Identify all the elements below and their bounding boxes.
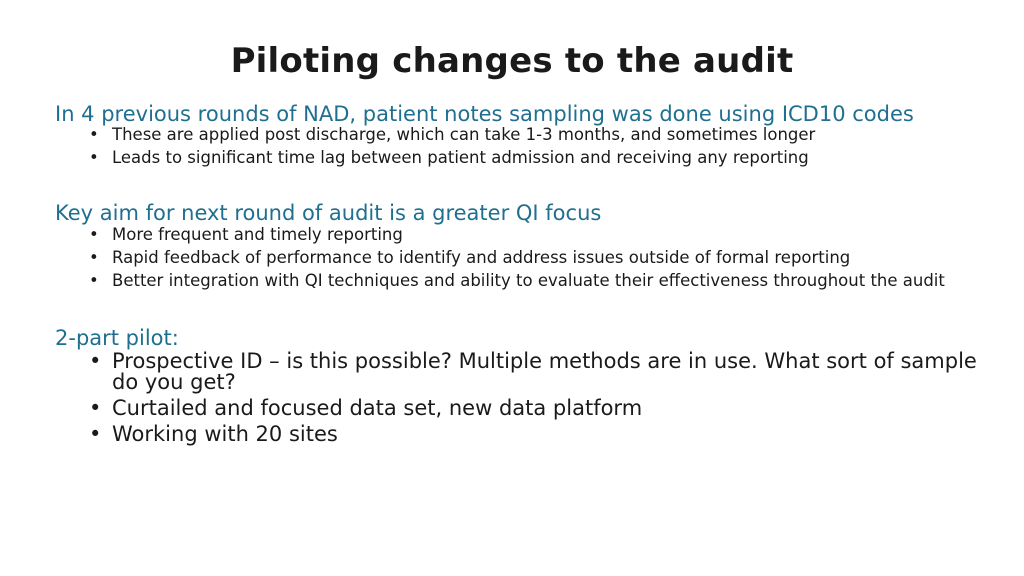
bullet-item: • These are applied post discharge, which can take 1-3 months, and sometimes longer [89, 126, 985, 143]
bullet-item: • Better integration with QI techniques and ability to evaluate their effectiveness throughout the audit [89, 272, 985, 289]
bullet-list [55, 226, 985, 289]
section-key-aim [55, 202, 985, 289]
section-previous-rounds [55, 104, 985, 166]
slide-content [55, 104, 985, 450]
section-heading: In 4 previous rounds of NAD, patient notes sampling was done using ICD10 codes [55, 102, 914, 126]
bullet-list [55, 126, 985, 166]
bullet-item: • Curtailed and focused data set, new data platform [89, 398, 985, 419]
bullet-item: • Leads to significant time lag between patient admission and receiving any reporting [89, 149, 985, 166]
bullet-item: • Prospective ID – is this possible? Multiple methods are in use. What sort of sample do you get? [89, 351, 985, 393]
section-heading: 2-part pilot: [55, 326, 179, 350]
slide-title: Piloting changes to the audit [230, 41, 794, 81]
bullet-item: • Working with 20 sites [89, 424, 985, 445]
bullet-list [55, 351, 985, 445]
bullet-item: • Rapid feedback of performance to identify and address issues outside of formal reporting [89, 249, 985, 266]
section-heading: Key aim for next round of audit is a greater QI focus [55, 201, 602, 225]
bullet-item: • More frequent and timely reporting [89, 226, 985, 243]
section-pilot [55, 327, 985, 445]
